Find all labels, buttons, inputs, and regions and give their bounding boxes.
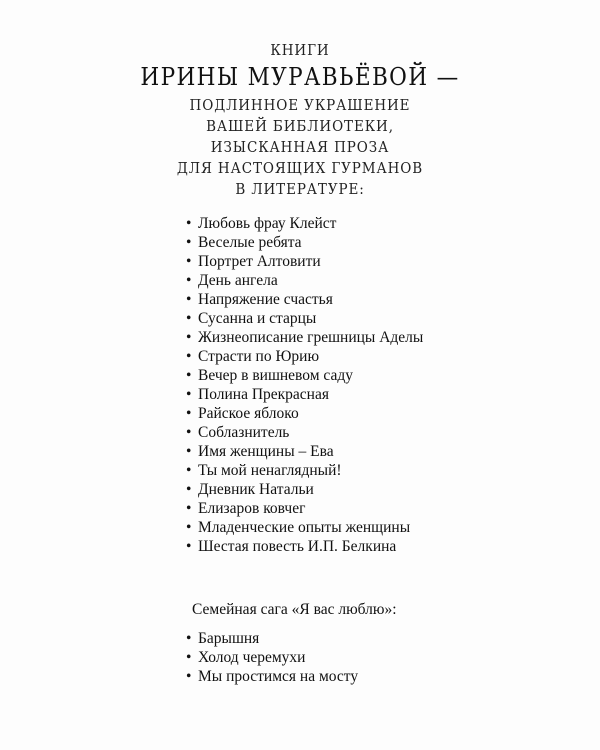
bullet-icon: • xyxy=(186,538,192,555)
list-item xyxy=(186,442,423,461)
book-title: Веселые ребята xyxy=(198,234,302,251)
header-line-6: ДЛЯ НАСТОЯЩИХ ГУРМАНОВ xyxy=(176,159,424,177)
book-title: Страсти по Юрию xyxy=(198,348,320,365)
list-item xyxy=(186,328,423,347)
book-title: Сусанна и старцы xyxy=(198,310,317,327)
book-title: Райское яблоко xyxy=(198,405,299,422)
list-item xyxy=(186,499,423,518)
list-item xyxy=(186,667,358,686)
bullet-icon: • xyxy=(186,481,192,498)
saga-book-title: Холод черемухи xyxy=(198,649,306,666)
saga-book-title: Барышня xyxy=(198,630,260,647)
book-title: День ангела xyxy=(198,272,278,289)
list-item xyxy=(186,347,423,366)
list-item xyxy=(186,271,423,290)
list-item xyxy=(186,648,358,667)
bullet-icon: • xyxy=(186,424,192,441)
saga-book-list xyxy=(186,629,358,686)
bullet-icon: • xyxy=(186,649,192,666)
bullet-icon: • xyxy=(186,443,192,460)
bullet-icon: • xyxy=(186,253,192,270)
book-title: Полина Прекрасная xyxy=(198,386,329,403)
bullet-icon: • xyxy=(186,668,192,685)
header-line-7: В ЛИТЕРАТУРЕ: xyxy=(235,180,365,198)
list-item xyxy=(186,252,423,271)
saga-book-title: Мы простимся на мосту xyxy=(198,668,359,685)
author-name: ИРИНЫ МУРАВЬЁВОЙ — xyxy=(140,63,460,91)
list-item xyxy=(186,385,423,404)
book-title: Жизнеописание грешницы Аделы xyxy=(198,329,424,346)
book-title: Елизаров ковчег xyxy=(198,500,306,517)
list-item xyxy=(186,309,423,328)
header-line-books: КНИГИ xyxy=(270,41,330,59)
bullet-icon: • xyxy=(186,405,192,422)
list-item xyxy=(186,461,423,480)
bullet-icon: • xyxy=(186,234,192,251)
book-title: Дневник Натальи xyxy=(198,481,314,498)
list-item xyxy=(186,404,423,423)
bullet-icon: • xyxy=(186,386,192,403)
header-line-5: ИЗЫСКАННАЯ ПРОЗА xyxy=(210,138,390,156)
list-item xyxy=(186,233,423,252)
list-item xyxy=(186,366,423,385)
bullet-icon: • xyxy=(186,310,192,327)
book-title: Соблазнитель xyxy=(198,424,290,441)
list-item xyxy=(186,518,423,537)
book-title: Напряжение счастья xyxy=(198,291,333,308)
saga-title: Семейная сага «Я вас люблю»: xyxy=(192,601,397,618)
list-item xyxy=(186,480,423,499)
list-item xyxy=(186,629,358,648)
bullet-icon: • xyxy=(186,630,192,647)
list-item xyxy=(186,423,423,442)
bullet-icon: • xyxy=(186,272,192,289)
book-title: Шестая повесть И.П. Белкина xyxy=(198,538,397,555)
list-item xyxy=(186,214,423,233)
header-block xyxy=(0,40,600,200)
book-list xyxy=(186,214,423,556)
header-line-4: ВАШЕЙ БИБЛИОТЕКИ, xyxy=(206,117,394,135)
book-title: Вечер в вишневом саду xyxy=(198,367,353,384)
header-line-3: ПОДЛИННОЕ УКРАШЕНИЕ xyxy=(189,96,411,114)
bullet-icon: • xyxy=(186,215,192,232)
bullet-icon: • xyxy=(186,500,192,517)
book-title: Младенческие опыты женщины xyxy=(198,519,411,536)
bullet-icon: • xyxy=(186,462,192,479)
book-title: Ты мой ненаглядный! xyxy=(198,462,342,479)
bullet-icon: • xyxy=(186,367,192,384)
list-item xyxy=(186,290,423,309)
bullet-icon: • xyxy=(186,348,192,365)
bullet-icon: • xyxy=(186,291,192,308)
book-title: Имя женщины – Ева xyxy=(198,443,334,460)
book-title: Портрет Алтовити xyxy=(198,253,321,270)
list-item xyxy=(186,537,423,556)
book-title: Любовь фрау Клейст xyxy=(198,215,337,232)
bullet-icon: • xyxy=(186,519,192,536)
bullet-icon: • xyxy=(186,329,192,346)
